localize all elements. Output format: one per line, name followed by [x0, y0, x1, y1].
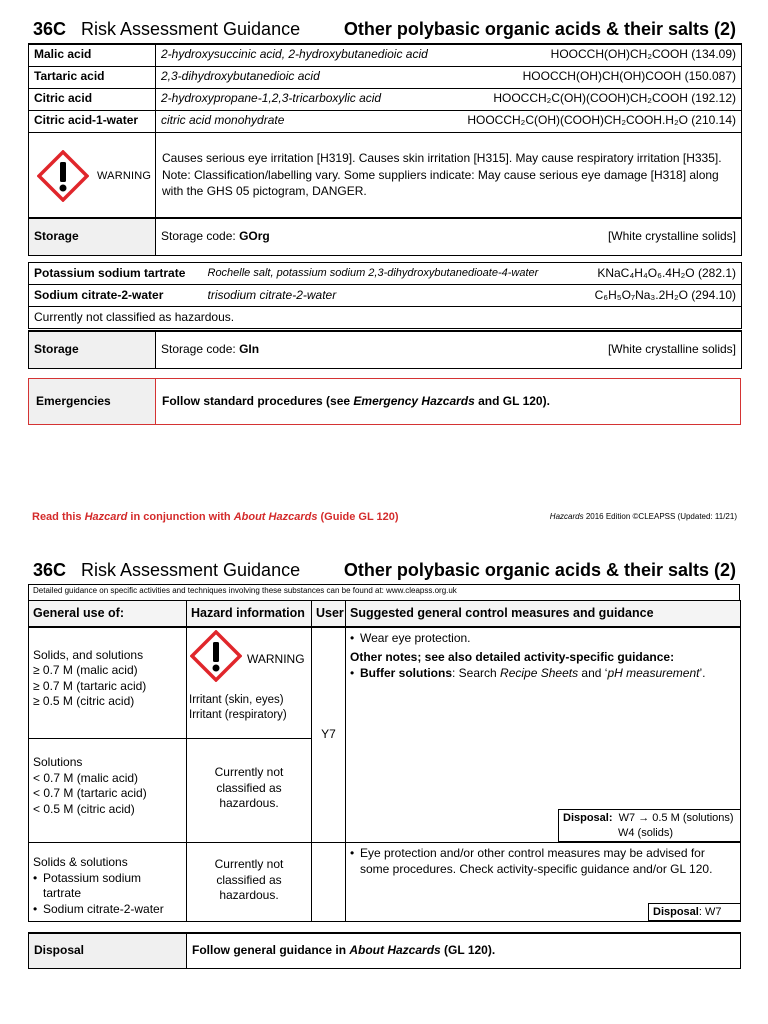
not-classified-row — [29, 307, 742, 329]
substance-formula: HOOCCH(OH)CH₂COOH (134.09) — [456, 44, 742, 66]
emergencies-label: Emergencies — [29, 379, 156, 424]
hazard-info-cell: Currently not classified as hazardous. — [187, 739, 312, 843]
substance-formula: HOOCCH₂C(OH)(COOH)CH₂COOH.H₂O (210.14) — [456, 110, 742, 132]
substance-row — [29, 110, 742, 132]
storage-code: GIn — [239, 341, 260, 356]
use-item: < 0.7 M (malic acid) — [33, 770, 139, 785]
substance-row — [29, 66, 742, 88]
hazcard-code: 36C — [33, 560, 67, 580]
ghs-exclamation-mark-icon — [37, 150, 89, 202]
general-use-cell: Solids, and solutions ≥ 0.7 M (malic acid) ≥ 0.7 M (tartaric acid) ≥ 0.5 M (citric acid) — [29, 627, 187, 739]
storage-row — [29, 331, 742, 368]
hazard-statements — [156, 132, 742, 218]
hazard-info-cell: Currently not classified as hazardous. — [187, 843, 312, 922]
storage-value — [156, 218, 742, 255]
disposal-text: Follow general guidance in About Hazcards (GL 120). — [187, 933, 741, 968]
user-cell: Y7 — [312, 627, 346, 843]
substance-synonyms: 2,3-dihydroxybutanedioic acid — [156, 66, 456, 88]
substance-table-acids — [28, 43, 742, 256]
user-cell-empty — [312, 843, 346, 922]
substance-synonyms: Rochelle salt, potassium sodium 2,3-dihydroxybutanedioate-4-water — [203, 263, 579, 285]
substance-formula: C₆H₅O₇Na₃.2H₂O (294.10) — [579, 285, 742, 307]
ghs-exclamation-mark-icon — [190, 630, 242, 682]
substance-name: Tartaric acid — [29, 66, 156, 88]
storage-code: GOrg — [239, 228, 270, 243]
substance-synonyms: 2-hydroxysuccinic acid, 2-hydroxybutanedioic acid — [156, 44, 456, 66]
substance-row — [29, 263, 742, 285]
use-item: • Sodium citrate-2-water — [33, 902, 182, 918]
measure-bullet: • Eye protection and/or other control measures may be advised for some procedures. Check activity-specific guidance and/or GL 120. — [350, 846, 736, 877]
hazcard-title: Other polybasic organic acids & their salts (2) — [343, 560, 736, 580]
hazard-lines: Irritant (skin, eyes) Irritant (respiratory) — [189, 693, 287, 722]
control-measures-cell — [346, 843, 741, 922]
disposal-box: Disposal: W7 — [648, 903, 740, 921]
emergencies-text: Follow standard procedures (see Emergency Hazcards and GL 120). — [162, 394, 550, 408]
storage-label: Storage — [29, 218, 156, 255]
storage-table-salts — [28, 330, 742, 369]
general-use-cell: Solutions < 0.7 M (malic acid) < 0.7 M (tartaric acid) < 0.5 M (citric acid) — [29, 739, 187, 843]
guidance-header-row — [29, 601, 741, 627]
guidance-row — [29, 843, 741, 922]
substance-row — [29, 285, 742, 307]
hazcard-header — [28, 18, 740, 44]
hazard-info-cell — [187, 627, 312, 739]
signal-word: WARNING — [247, 651, 305, 666]
general-use-cell: Solids & solutions • Potassium sodium tartrate • Sodium citrate-2-water — [29, 843, 187, 922]
substance-name: Sodium citrate-2-water — [29, 285, 203, 307]
substance-synonyms: 2-hydroxypropane-1,2,3-tricarboxylic acid — [156, 88, 456, 110]
use-item: • Potassium sodium tartrate — [33, 871, 182, 902]
classification-note: Note: Classification/labelling vary. Some suppliers indicate: May cause serious eye damage [H318] along with the GHS 05 pictogram, DANGER. — [162, 167, 719, 198]
hazcard-code: 36C — [33, 19, 67, 39]
substance-table-salts — [28, 262, 742, 329]
use-item: < 0.5 M (citric acid) — [33, 801, 135, 816]
other-notes-heading: Other notes; see also detailed activity-specific guidance: — [350, 650, 675, 665]
use-item: < 0.7 M (tartaric acid) — [33, 786, 147, 801]
substance-name: Citric acid-1-water — [29, 110, 156, 132]
substance-name: Malic acid — [29, 44, 156, 66]
col-hazard-info: Hazard information — [187, 601, 312, 627]
storage-row — [29, 218, 742, 255]
storage-note: [White crystalline solids] — [607, 341, 736, 356]
disposal-table — [28, 932, 741, 969]
disposal-row — [29, 933, 741, 968]
substance-formula: HOOCCH(OH)CH(OH)COOH (150.087) — [456, 66, 742, 88]
guidance-header — [28, 559, 740, 585]
substance-row — [29, 88, 742, 110]
substance-name: Potassium sodium tartrate — [29, 263, 203, 285]
hazard-pictogram-cell — [29, 132, 156, 218]
edition-copyright: Hazcards 2016 Edition ©CLEAPSS (Updated: 11/21) — [549, 512, 737, 521]
substance-synonyms: trisodium citrate-2-water — [203, 285, 579, 307]
measure-bullet: • Wear eye protection. — [350, 631, 736, 647]
substance-row — [29, 44, 742, 66]
guidance-link-text: Detailed guidance on specific activities and techniques involving these substances can be found at: www.cleapss.org.uk — [28, 584, 740, 600]
guidance-table — [28, 600, 741, 922]
storage-note: [White crystalline solids] — [607, 228, 736, 243]
emergencies-box — [28, 378, 741, 425]
control-measures-cell — [346, 627, 741, 843]
col-general-use: General use of: — [29, 601, 187, 627]
hazard-row — [29, 132, 742, 218]
substance-formula: KNaC₄H₄O₆.4H₂O (282.1) — [579, 263, 742, 285]
hazard-statement-text: Causes serious eye irritation [H319]. Causes skin irritation [H315]. May cause respiratory irritation [H335]. — [162, 151, 722, 166]
guidance-row — [29, 627, 741, 739]
substance-formula: HOOCCH₂C(OH)(COOH)CH₂COOH (192.12) — [456, 88, 742, 110]
disposal-box: Disposal: W7 → 0.5 M (solutions) W4 (solids) — [558, 809, 740, 842]
substance-name: Citric acid — [29, 88, 156, 110]
col-user: User — [312, 601, 346, 627]
signal-word: WARNING — [97, 169, 152, 182]
buffer-solutions-item: • Buffer solutions: Search Recipe Sheets and ‘pH measurement’. — [350, 666, 736, 682]
read-in-conjunction-note: Read this Hazcard in conjunction with About Hazcards (Guide GL 120) — [32, 511, 399, 523]
col-control-measures: Suggested general control measures and guidance — [346, 601, 741, 627]
not-classified-text: Currently not classified as hazardous. — [29, 307, 742, 329]
disposal-label: Disposal — [29, 933, 187, 968]
substance-synonyms: citric acid monohydrate — [156, 110, 456, 132]
storage-label: Storage — [29, 331, 156, 368]
storage-value — [156, 331, 742, 368]
use-item: ≥ 0.7 M (tartaric acid) — [33, 678, 147, 693]
hazcard-title: Other polybasic organic acids & their salts (2) — [343, 19, 736, 39]
hazcard-subtitle: Risk Assessment Guidance — [81, 560, 301, 580]
storage-code-prefix: Storage code: — [161, 228, 240, 243]
use-item: ≥ 0.7 M (malic acid) — [33, 663, 138, 678]
use-item: ≥ 0.5 M (citric acid) — [33, 694, 135, 709]
storage-code-prefix: Storage code: — [161, 341, 240, 356]
hazcard-subtitle: Risk Assessment Guidance — [81, 19, 301, 39]
